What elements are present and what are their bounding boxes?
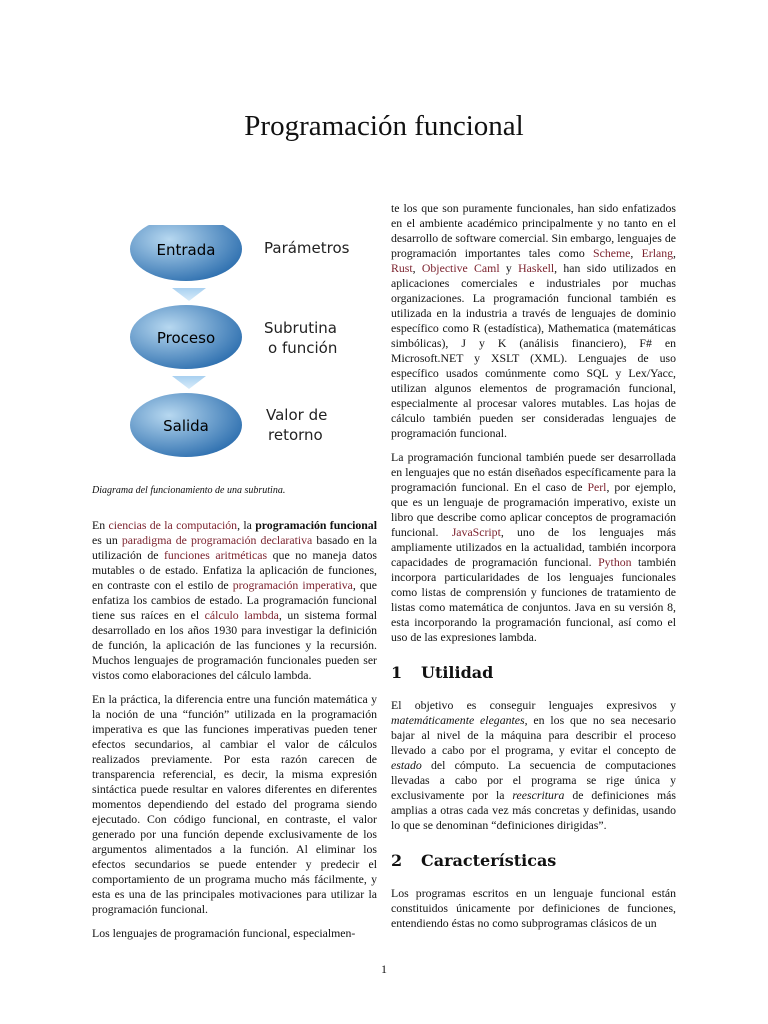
link[interactable]: Python — [598, 555, 632, 569]
link[interactable]: Erlang — [641, 246, 674, 260]
page-title: Programación funcional — [244, 110, 524, 142]
arrow-down-icon — [172, 288, 206, 301]
paragraph: te los que son puramente funcionales, han sido enfatizados en el ambiente académico principalmente y no tanto en el desarrollo de software comercial. Sin embargo, lenguajes de programación importantes tales como Scheme, Erlang, Rust, Objective Caml y Haskell, han sido utilizados en aplicaciones comerciales e industriales por muchas organizaciones. La programación funcional también es utilizada en la industria a través de lenguajes de dominio específico como R (estadística), Mathematica (matemáticas simbólicas), J y K (análisis financiero), F# en Microsoft.NET y XSLT (XML). Lenguajes de uso específico usados comúnmente como SQL y Lex/Yacc, utilizan algunos elementos de programación funcional, especialmente al procesar valores mutables. Las hojas de cálculo también pueden ser consideradas lenguajes de programación funcional. — [391, 201, 676, 440]
subroutine-diagram — [128, 225, 248, 465]
link[interactable]: Haskell — [518, 261, 555, 275]
arrow-down-icon — [172, 376, 206, 389]
box-label-proceso: Proceso — [156, 329, 216, 347]
diagram-caption: Diagrama del funcionamiento de una subrutina. — [92, 485, 286, 496]
section-heading: 2 Características — [391, 851, 557, 870]
paragraph: En ciencias de la computación, la programación funcional es un paradigma de programación declarativa basado en la utilización de funciones aritméticas que no maneja datos mutables o de estado. Enfatiza la aplicación de funciones, en contraste con el estilo de programación imperativa, que enfatiza los cambios de estado. La programación funcional tiene sus raíces en el cálculo lambda, un sistema formal desarrollado en los años 1930 para investigar la definición de función, la aplicación de las funciones y la recursión. Muchos lenguajes de programación funcionales pueden ser vistos como elaboraciones del cálculo lambda. — [92, 518, 378, 682]
link[interactable]: Objective Caml — [421, 261, 500, 275]
link[interactable]: cálculo lambda — [204, 608, 279, 622]
label-subrutina: Subrutina o función — [264, 319, 338, 357]
box-label-entrada: Entrada — [156, 241, 216, 259]
label-parametros: Parámetros — [264, 239, 350, 257]
link[interactable]: programación imperativa — [232, 578, 353, 592]
paragraph: Los programas escritos en un lenguaje funcional están constituidos únicamente por definiciones de funciones, entendiendo éstas no como subprogramas clásicos de un — [391, 886, 676, 930]
link[interactable]: ciencias de la computación — [108, 518, 238, 532]
paragraph: Los lenguajes de programación funcional, especialmen- — [92, 926, 356, 940]
label-valor-retorno: Valor de retorno — [266, 406, 328, 444]
link[interactable]: funciones aritméticas — [163, 548, 268, 562]
paragraph: La programación funcional también puede ser desarrollada en lenguajes que no están diseñados específicamente para la programación funcional. En el caso de Perl, por ejemplo, que es un lenguaje de programación imperativo, existe un libro que describe como aplicar conceptos de programación funcional. JavaScript, uno de los lenguajes más ampliamente utilizados en la actualidad, también incorpora capacidades de programación funcional. Python también incorpora particularidades de los lenguajes funcionales como listas de comprensión y funciones de tratamiento de listas como matemática de conjuntos. Java en su versión 8, esta incorporando la programación funcional, así como el uso de las expresiones lambda. — [391, 450, 677, 644]
link[interactable]: Scheme — [593, 246, 631, 260]
section-heading: 1 Utilidad — [391, 663, 494, 682]
page-number: 1 — [381, 962, 387, 976]
left-column — [92, 518, 377, 950]
paragraph: El objetivo es conseguir lenguajes expresivos y matemáticamente elegantes, en los que no sea necesario bajar al nivel de la máquina para describir el proceso llevado a cabo por el programa, y evitar el concepto de estado del cómputo. La secuencia de computaciones llevadas a cabo por el programa se rige única y exclusivamente por la reescritura de definiciones más amplias a otras cada vez más concretas y definidas, usando lo que se denominan “definiciones dirigidas”. — [391, 698, 676, 832]
link[interactable]: paradigma de programación declarativa — [121, 533, 313, 547]
paragraph: En la práctica, la diferencia entre una función matemática y la noción de una “función” utilizada en la programación imperativa es que las funciones imperativas pueden tener efectos secundarios, al cambiar el valor de cálculos realizados previamente. Por esta razón carecen de transparencia referencial, es decir, la misma expresión sintáctica puede resultar en valores diferentes en diferentes momentos dependiendo del estado del programa siendo ejecutado. Con código funcional, en contraste, el valor generado por una función depende exclusivamente de los argumentos alimentados a la función. Al eliminar los efectos secundarios se puede entender y predecir el comportamiento de un programa mucho más fácilmente, y esta es una de las principales motivaciones para utilizar la programación funcional. — [92, 692, 377, 916]
box-label-salida: Salida — [163, 417, 209, 435]
link[interactable]: Perl — [587, 480, 607, 494]
link[interactable]: Rust — [391, 261, 413, 275]
link[interactable]: JavaScript — [451, 525, 501, 539]
right-column — [391, 201, 676, 940]
